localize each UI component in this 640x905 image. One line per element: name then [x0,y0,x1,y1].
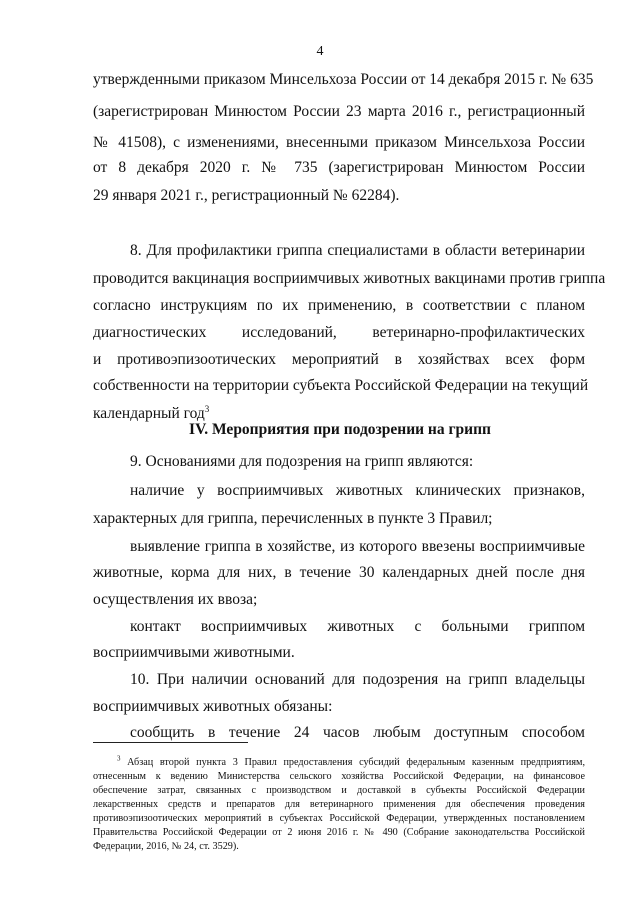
text-line: № 41508), с изменениями, внесенными приказом Минсельхоза России [93,134,585,151]
text-line: 10. При наличии оснований для подозрения на грипп владельцы [130,671,585,688]
footnote-marker: 3 [117,754,121,763]
text-line: восприимчивых животных обязаны: [93,698,333,715]
text-fragment: календарный год [93,405,205,422]
text-line: 9. Основаниями для подозрения на грипп являются: [130,453,474,470]
text-line: характерных для гриппа, перечисленных в пункте 3 Правил; [93,510,493,527]
footnote-line [117,756,585,770]
footnote-line: противоэпизоотических мероприятий в субъектах Российской Федерации, утвержденных постановлением [93,813,585,824]
text-line: контакт восприимчивых животных с больными гриппом [130,618,585,635]
text-line: сообщить в течение 24 часов любым доступным способом [130,724,585,741]
footnote-line: отнесенным к ведению Министерства сельского хозяйства Российской Федерации, на финансовое [93,771,585,782]
text-line: диагностических исследований, ветеринарно-профилактических [93,324,585,341]
text-line: выявление гриппа в хозяйстве, из которого ввезены восприимчивые [130,538,585,555]
text-line: согласно инструкциям по их применению, в соответствии с планом [93,297,585,314]
page-number: 4 [316,44,324,59]
text-line: наличие у восприимчивых животных клинических признаков, [130,482,585,499]
text-line: 8. Для профилактики гриппа специалистами в области ветеринарии [130,242,585,259]
text-line: (зарегистрирован Минюстом России 23 марта 2016 г., регистрационный [93,103,585,120]
text-line: проводится вакцинация восприимчивых животных вакцинами против гриппа [93,270,606,287]
text-line: собственности на территории субъекта Российской Федерации на текущий [93,377,589,394]
footnote-line: Правительства Российской Федерации от 2 июня 2016 г. № 490 (Собрание законодательства Российской [93,827,585,838]
footnote-line: обеспечение затрат, связанных с производством и доставкой в субъекты Российской Федерации [93,785,585,796]
text-line: животные, корма для них, в течение 30 календарных дней после дня [93,564,585,581]
footnote-line: лекарственных средств и препаратов для ветеринарного применения для обеспечения проведения [93,799,585,810]
text-line: от 8 декабря 2020 г. № 735 (зарегистрирован Минюстом России [93,159,585,176]
text-line: восприимчивыми животными. [93,644,295,661]
text-line: и противоэпизоотических мероприятий в хозяйствах всех форм [93,351,585,368]
text-fragment: Абзац второй пункта 3 Правил предоставления субсидий федеральным казенным предприятиям, [127,757,585,768]
footnote-line: Федерации, 2016, № 24, ст. 3529). [93,841,239,852]
footnote-separator [93,742,248,743]
text-line: 29 января 2021 г., регистрационный № 62284). [93,187,400,204]
footnote-reference[interactable]: 3 [204,403,210,414]
section-heading: IV. Мероприятия при подозрении на грипп [189,421,491,438]
text-line: осуществления их ввоза; [93,591,258,608]
text-line: утвержденными приказом Минсельхоза России от 14 декабря 2015 г. № 635 [93,71,594,88]
